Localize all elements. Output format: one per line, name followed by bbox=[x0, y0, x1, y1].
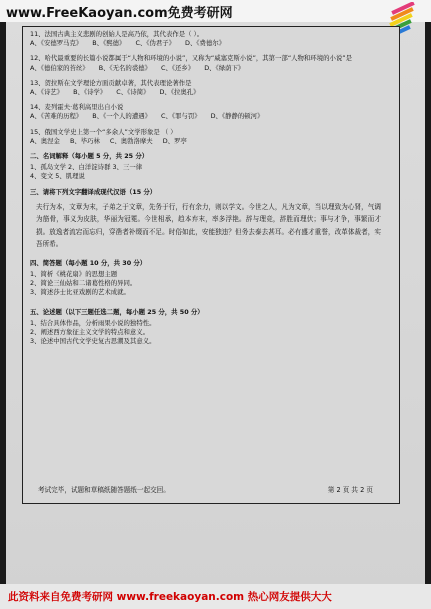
options bbox=[30, 88, 390, 97]
bottom-watermark: 此资料来自免费考研网 www.freekaoyan.com 热心网友提供大大 bbox=[8, 591, 332, 603]
option: A、《德伯家的苔丝》 bbox=[30, 63, 89, 72]
option: C、《还乡》 bbox=[161, 63, 195, 72]
section-title: 四、简答题（每小题 10 分，共 30 分） bbox=[30, 258, 147, 267]
section-item: 1、孤岛文学 2、白洋淀诗群 3、三一律 bbox=[30, 163, 143, 172]
translation-passage: 夫行为本，文章为末，子弟之于文章，先务于行，行有余力，则以学文。今世之人，凡为文章，当以理致为心肾，气调为筋骨，事义为皮肤，华丽为冠冕。今世相承，趋本弃末，率多浮艳。辞与理竞，辞胜而理伏；事与才争，事繁而才损。放逸者流宕而忘归，穿凿者补缀而不足。时俗如此，安能独违？但务去泰去甚耳。必有盛才重誉，改革体裁者，实吾所希。 bbox=[36, 202, 381, 249]
option: C、《伪君子》 bbox=[135, 39, 176, 48]
section-item: 2、简论三仙姑和二诸葛性格的异同。 bbox=[30, 279, 137, 288]
option: C、奥勃洛摩夫 bbox=[109, 136, 153, 145]
question-15 bbox=[30, 128, 390, 146]
option: A、《诗艺》 bbox=[30, 88, 64, 97]
section-title: 三、请将下列文字翻译成现代汉语（15 分） bbox=[30, 187, 157, 196]
question-stem: 14、麦列霍夫·葛利高里出自小说 bbox=[30, 103, 124, 112]
bottom-banner bbox=[0, 584, 431, 609]
question-12 bbox=[30, 54, 390, 72]
section-item: 1、简析《桃花扇》的思想主题 bbox=[30, 270, 118, 279]
option: A、《苦难的历程》 bbox=[30, 112, 83, 121]
option: A、奥涅金 bbox=[30, 136, 60, 145]
page-number: 第 2 页 共 2 页 bbox=[327, 486, 373, 494]
question-stem: 12、哈代最重要的长篇小说都属于“人物和环境的小说”，又称为“威塞克斯小说”，其第一部“人物和环境的小说”是 bbox=[30, 54, 352, 63]
footer-note: 考试完毕，试题和草稿纸随答题纸一起交回。 bbox=[38, 486, 170, 494]
section-item: 1、结合具体作品，分析雨果小说的独特性。 bbox=[30, 318, 156, 327]
options bbox=[30, 137, 390, 146]
site-watermark: www.FreeKaoyan.com免费考研网 bbox=[6, 6, 233, 21]
question-stem: 11、法国古典主义悲剧的创始人是高乃依，其代表作是（ ）。 bbox=[30, 30, 204, 38]
option: B、《一个人的遭遇》 bbox=[92, 112, 151, 121]
option: B、《无名的裘德》 bbox=[98, 63, 151, 72]
option: B、《诗学》 bbox=[73, 88, 107, 97]
page-footer bbox=[38, 484, 373, 494]
option: D、罗亭 bbox=[162, 136, 187, 145]
section-title: 二、名词解释（每小题 5 分，共 25 分） bbox=[30, 152, 149, 161]
option: D、《费德尔》 bbox=[185, 39, 226, 48]
option: A、《安德罗马克》 bbox=[30, 39, 83, 48]
option: C、《诗简》 bbox=[116, 88, 150, 97]
options bbox=[30, 64, 390, 73]
top-banner bbox=[0, 0, 431, 22]
option: D、《拉奥孔》 bbox=[159, 88, 200, 97]
option: D、《绿荫下》 bbox=[204, 63, 245, 72]
right-border-shadow bbox=[425, 22, 431, 584]
section-item: 3、论述中国古代文学史复古思潮及其意义。 bbox=[30, 337, 156, 346]
option: B、毕巧林 bbox=[69, 136, 100, 145]
question-stem: 13、贺拉斯在文学理论方面贡献卓著，其代表理论著作是 bbox=[30, 78, 192, 87]
section-title: 五、论述题（以下三题任选二题，每小题 25 分，共 50 分） bbox=[30, 307, 204, 316]
options bbox=[30, 39, 390, 48]
question-13 bbox=[30, 79, 390, 97]
option: B、《熙德》 bbox=[92, 39, 126, 48]
exam-content bbox=[30, 30, 390, 346]
section-item: 3、简述莎士比亚戏剧的艺术成就。 bbox=[30, 288, 130, 297]
section-item: 2、阐述西方象征主义文学的特点和意义。 bbox=[30, 328, 150, 337]
option: C、《罪与罚》 bbox=[161, 112, 201, 121]
question-11 bbox=[30, 30, 390, 48]
options bbox=[30, 112, 390, 121]
section-item: 4、变文 5、肌理说 bbox=[30, 172, 85, 181]
question-stem: 15、俄国文学史上第一个“多余人”文学形象是 （ ） bbox=[30, 127, 177, 136]
option: D、《静静的顿河》 bbox=[210, 112, 264, 121]
question-14 bbox=[30, 103, 390, 121]
left-border-shadow bbox=[0, 22, 6, 584]
